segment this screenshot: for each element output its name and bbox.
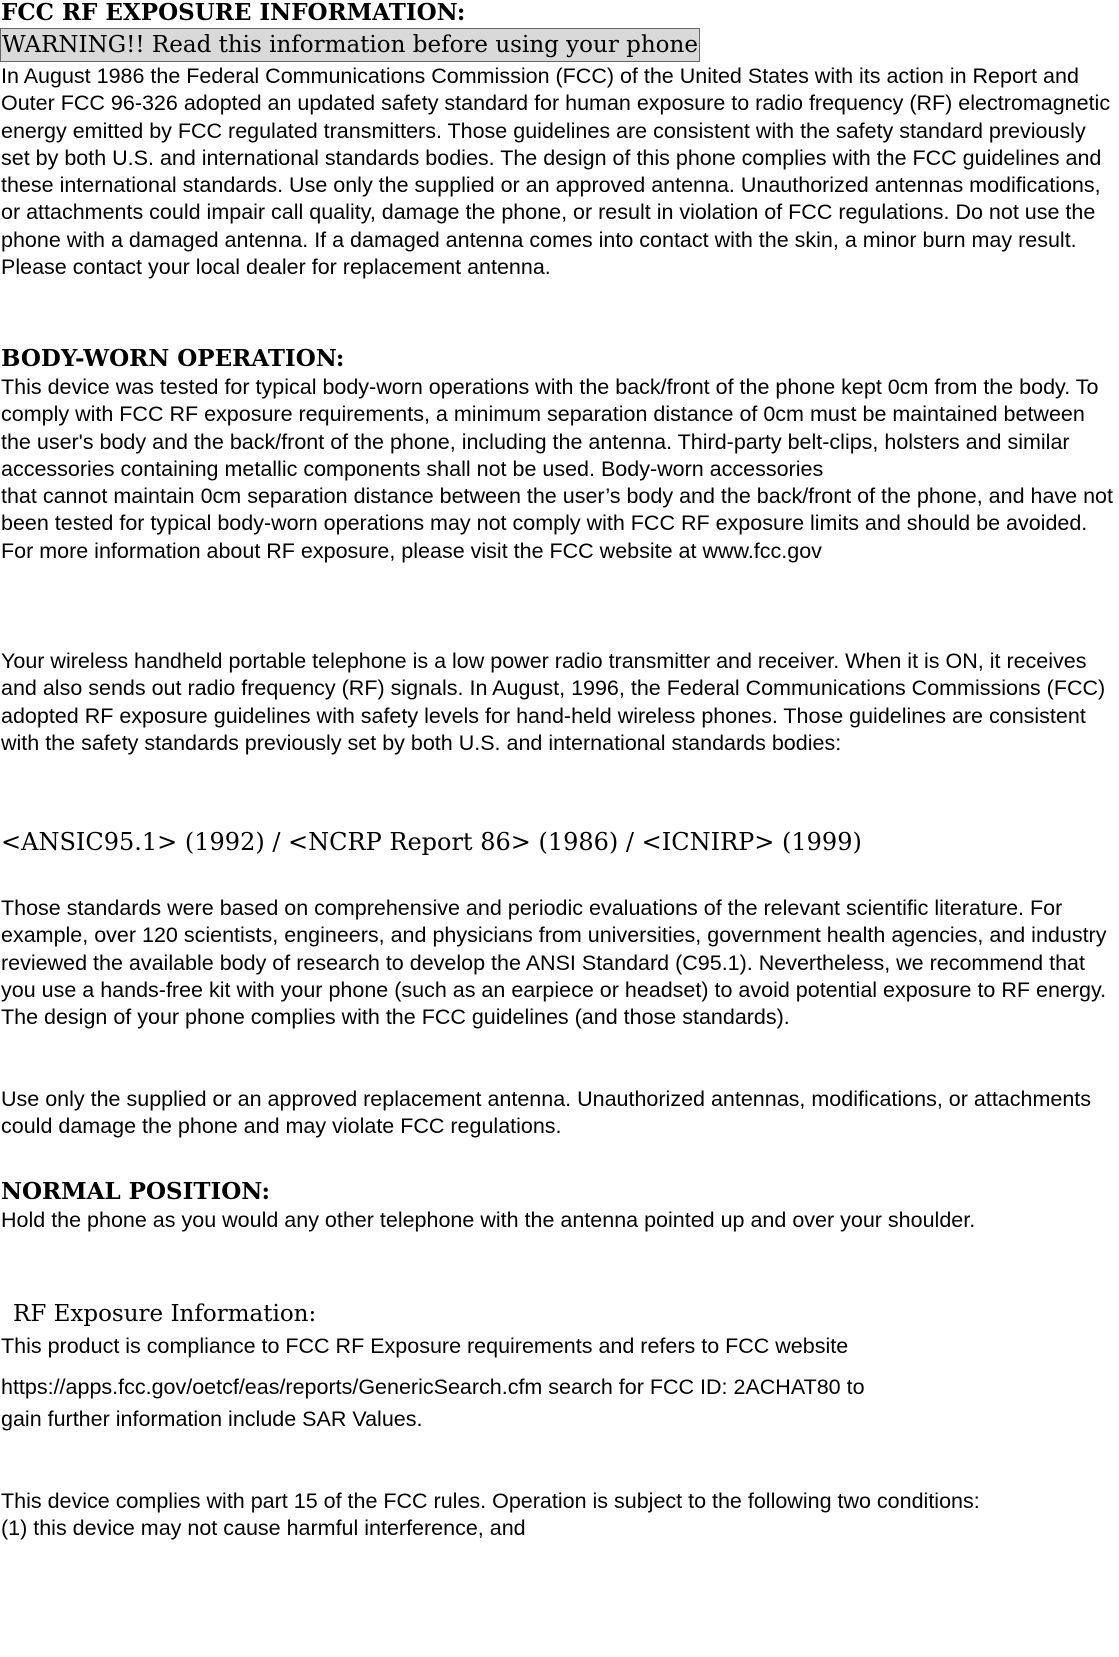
body-worn-section	[1, 374, 1117, 565]
wireless-text: Your wireless handheld portable telephone is a low power radio transmitter and receiver. When it is ON, it receives and also sends out radio frequency (RF) signals. In August, 1996, the Federal Communications Commissions (FCC) adopted RF exposure guidelines with safety levels for hand-held wireless phones. Those guidelines are consistent with the safety standards previously set by both U.S. and international standards bodies:	[1, 649, 1106, 755]
rf-exposure-line-2: https://apps.fcc.gov/oetcf/eas/reports/GenericSearch.cfm search for FCC ID: 2ACHAT80 to	[1, 1375, 865, 1399]
page-title: FCC RF EXPOSURE INFORMATION:	[1, 0, 466, 26]
wireless-paragraph	[1, 648, 1117, 757]
normal-position-heading: NORMAL POSITION:	[1, 1178, 270, 1205]
rf-exposure-line-1: This product is compliance to FCC RF Exposure requirements and refers to FCC website	[1, 1334, 849, 1358]
warning-banner: WARNING!! Read this information before using your phone	[0, 28, 700, 62]
standards-paragraph	[1, 895, 1117, 1031]
standards-line: <ANSIC95.1> (1992) / <NCRP Report 86> (1986) / <ICNIRP> (1999)	[1, 828, 862, 856]
part15-line-1: This device complies with part 15 of the FCC rules. Operation is subject to the following two conditions:	[1, 1489, 980, 1513]
standards-text: Those standards were based on comprehensive and periodic evaluations of the relevant scientific literature. For example, over 120 scientists, engineers, and physicians from universities, government health agencies, and industry reviewed the available body of research to develop the ANSI Standard (C95.1). Nevertheless, we recommend that you use a hands-free kit with your phone (such as an earpiece or headset) to avoid potential exposure to RF energy. The design of your phone complies with the FCC guidelines (and those standards).	[1, 896, 1107, 1030]
body-worn-paragraph-3: For more information about RF exposure, please visit the FCC website at www.fcc.gov	[1, 538, 822, 563]
body-worn-paragraph-2: that cannot maintain 0cm separation distance between the user’s body and the back/front of the phone, and have not been tested for typical body-worn operations may not comply with FCC RF exposure limits and should be avoided.	[1, 484, 1113, 536]
body-worn-paragraph-1: This device was tested for typical body-worn operations with the back/front of the phone kept 0cm from the body. To comply with FCC RF exposure requirements, a minimum separation distance of 0cm must be maintained between the user's body and the back/front of the phone, including the antenna. Third-party belt-clips, holsters and similar accessories containing metallic components shall not be used. Body-worn accessories	[1, 375, 1099, 481]
part15-line-2: (1) this device may not cause harmful interference, and	[1, 1516, 526, 1541]
antenna-text: Use only the supplied or an approved replacement antenna. Unauthorized antennas, modifications, or attachments could damage the phone and may violate FCC regulations.	[1, 1087, 1092, 1139]
rf-exposure-line-3: gain further information include SAR Values.	[1, 1407, 423, 1431]
antenna-paragraph	[1, 1086, 1117, 1141]
part15-section	[1, 1488, 1117, 1543]
intro-text: In August 1986 the Federal Communications Commission (FCC) of the United States with its action in Report and Outer FCC 96-326 adopted an updated safety standard for human exposure to radio frequency (RF) electromagnetic energy emitted by FCC regulated transmitters. Those guidelines are consistent with the safety standard previously set by both U.S. and international standards bodies. The design of this phone complies with the FCC guidelines and these international standards. Use only the supplied or an approved antenna. Unauthorized antennas modifications, or attachments could impair call quality, damage the phone, or result in violation of FCC regulations. Do not use the phone with a damaged antenna. If a damaged antenna comes into contact with the skin, a minor burn may result. Please contact your local dealer for replacement antenna.	[1, 64, 1111, 280]
body-worn-heading: BODY-WORN OPERATION:	[1, 345, 345, 372]
normal-position-text: Hold the phone as you would any other telephone with the antenna pointed up and over your shoulder.	[1, 1208, 976, 1232]
rf-exposure-heading: RF Exposure Information:	[13, 1301, 317, 1327]
normal-position-paragraph	[1, 1207, 1117, 1234]
intro-paragraph	[1, 63, 1117, 281]
